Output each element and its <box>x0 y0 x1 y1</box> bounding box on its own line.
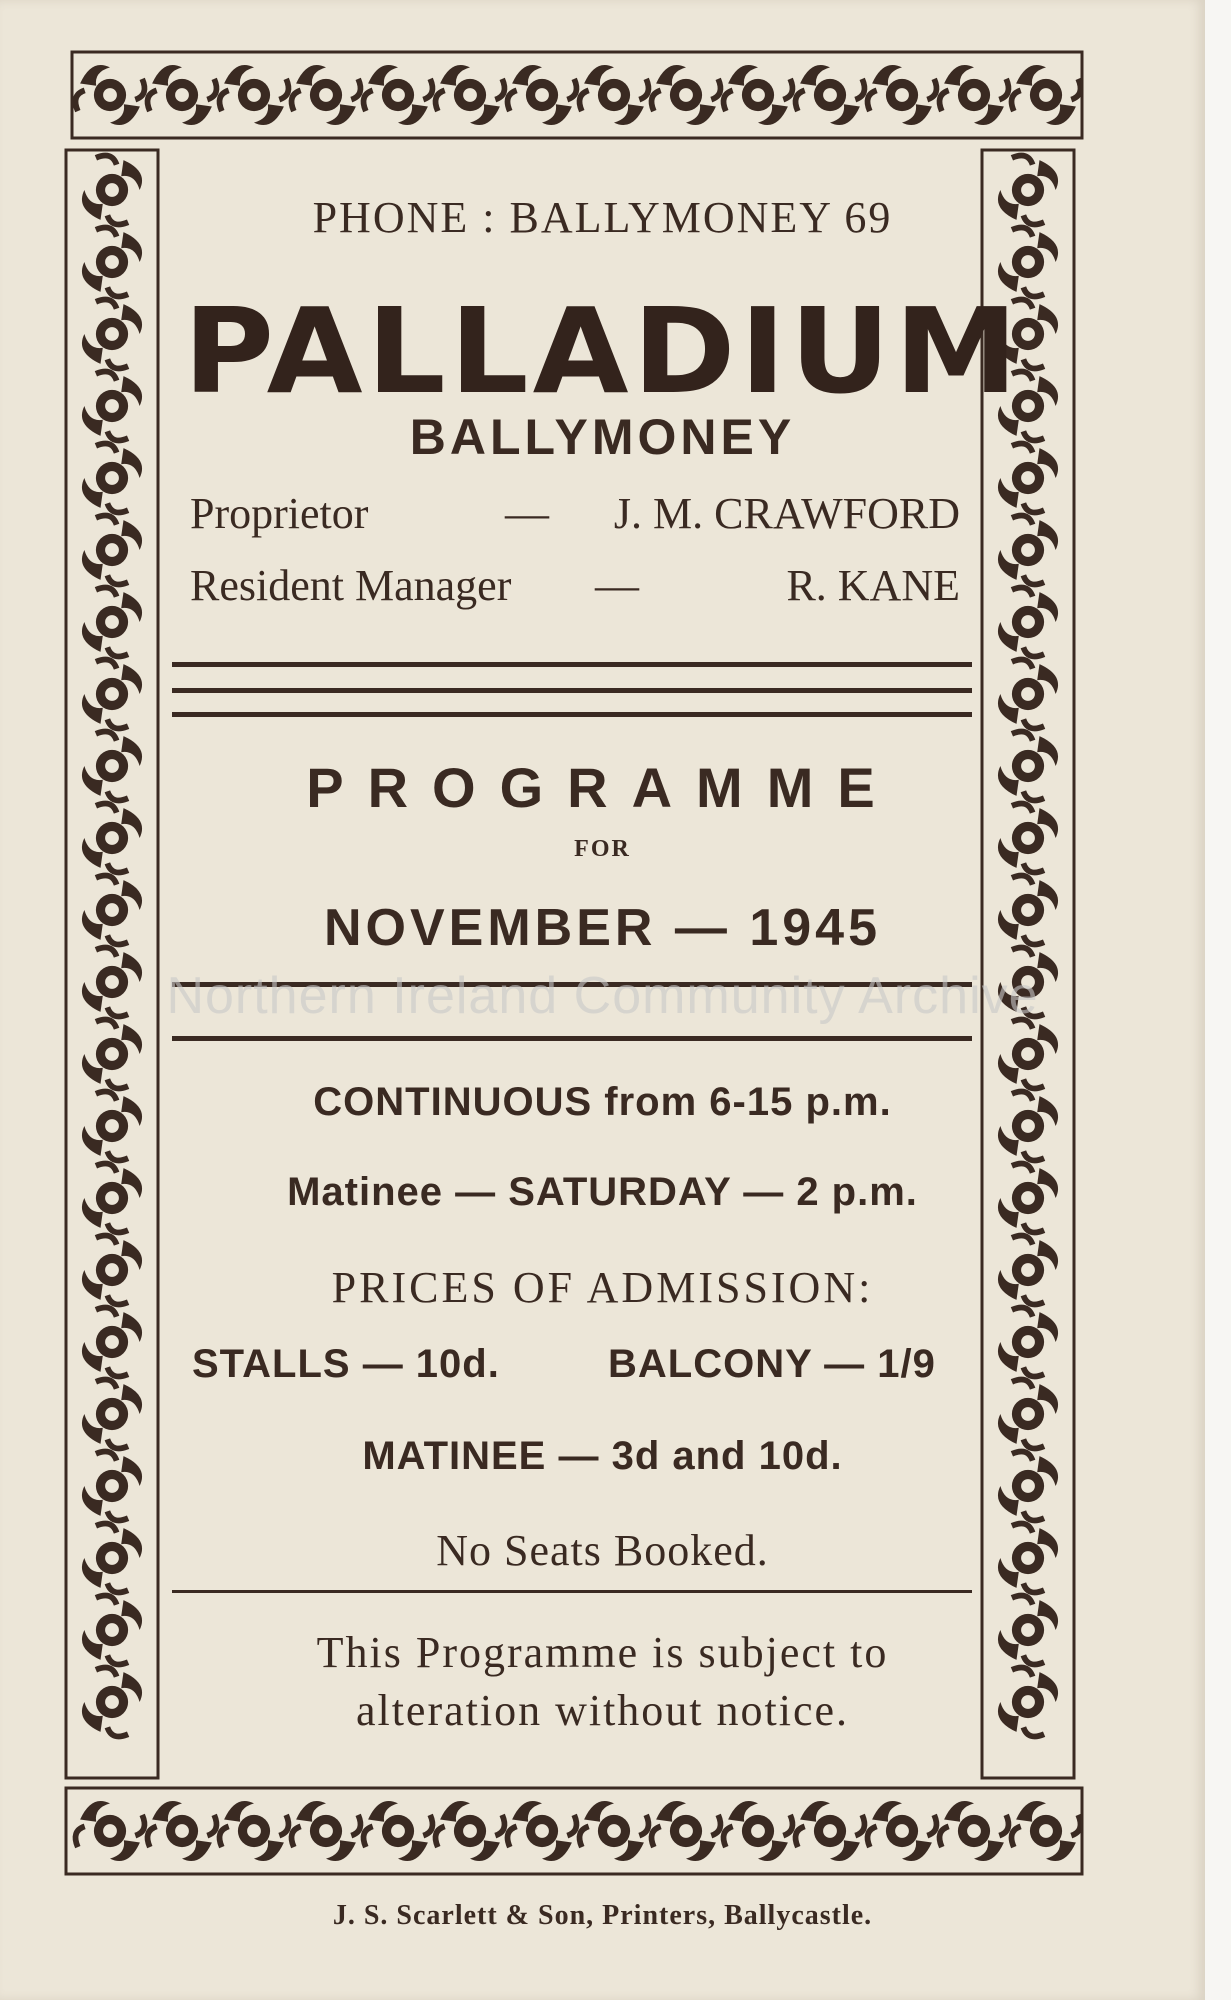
border-ornament <box>364 1801 433 1861</box>
town-name: BALLYMONEY <box>409 409 796 465</box>
border-ornament <box>580 65 649 125</box>
border-ornament <box>796 1801 865 1861</box>
border-ornament <box>580 1801 649 1861</box>
manager-name: R. KANE <box>786 561 960 610</box>
proprietor-dash: — <box>505 489 549 538</box>
border-ornament <box>292 65 361 125</box>
border-ornament <box>82 516 142 585</box>
border-ornament <box>82 588 142 657</box>
border-ornament <box>868 1801 937 1861</box>
proprietor-label: Proprietor <box>190 489 369 538</box>
printer-credit: J. S. Scarlett & Son, Printers, Ballycastle. <box>332 1900 873 1931</box>
border-ornament <box>220 65 289 125</box>
manager-dash: — <box>595 561 639 610</box>
balcony-price: BALCONY — 1/9 <box>608 1342 936 1386</box>
divider-rule <box>172 1036 972 1041</box>
border-ornament <box>436 65 505 125</box>
divider-rule <box>172 712 972 717</box>
border-ornament <box>76 1801 145 1861</box>
border-ornament <box>364 65 433 125</box>
matinee-time: Matinee — SATURDAY — 2 p.m. <box>287 1170 918 1214</box>
border-ornament <box>998 516 1058 585</box>
border-ornament <box>998 588 1058 657</box>
border-ornament <box>998 1020 1058 1089</box>
prices-heading: PRICES OF ADMISSION: <box>331 1263 874 1312</box>
notice-line-2: alteration without notice. <box>355 1686 850 1735</box>
border-ornament <box>508 1801 577 1861</box>
divider-rule <box>172 1590 972 1593</box>
border-ornament <box>998 1308 1058 1377</box>
archive-watermark: Northern Ireland Community Archive <box>166 967 1039 1025</box>
border-ornament <box>82 660 142 729</box>
border-ornament <box>724 1801 793 1861</box>
programme-for: FOR <box>574 836 631 862</box>
border-ornament <box>652 65 721 125</box>
no-seats-note: No Seats Booked. <box>436 1526 769 1575</box>
programme-title: PROGRAMME <box>306 756 899 819</box>
border-ornament <box>724 65 793 125</box>
border-ornament <box>76 65 145 125</box>
border-ornament <box>82 1308 142 1377</box>
border-ornament <box>148 65 217 125</box>
border-ornament <box>220 1801 289 1861</box>
divider-rule <box>172 662 972 667</box>
border-ornament <box>652 1801 721 1861</box>
border-ornament <box>940 65 1009 125</box>
phone-number: PHONE : BALLYMONEY 69 <box>312 193 893 242</box>
manager-label: Resident Manager <box>190 561 512 610</box>
border-ornament <box>82 1020 142 1089</box>
border-ornament <box>796 65 865 125</box>
matinee-prices: MATINEE — 3d and 10d. <box>362 1434 843 1478</box>
border-ornament <box>148 1801 217 1861</box>
continuous-times: CONTINUOUS from 6-15 p.m. <box>313 1080 892 1124</box>
divider-rule <box>172 688 972 693</box>
stalls-price: STALLS — 10d. <box>192 1342 500 1386</box>
page-edge <box>1205 0 1231 2000</box>
cinema-name: PALLADIUM <box>183 283 1022 421</box>
border-ornament <box>868 65 937 125</box>
proprietor-name: J. M. CRAWFORD <box>613 489 960 538</box>
notice-line-1: This Programme is subject to <box>316 1628 889 1677</box>
border-ornament <box>1012 65 1081 125</box>
programme-month: NOVEMBER — 1945 <box>323 899 882 957</box>
border-ornament <box>998 660 1058 729</box>
border-ornament <box>292 1801 361 1861</box>
border-ornament <box>1012 1801 1081 1861</box>
border-ornament <box>436 1801 505 1861</box>
border-ornament <box>940 1801 1009 1861</box>
border-ornament <box>508 65 577 125</box>
